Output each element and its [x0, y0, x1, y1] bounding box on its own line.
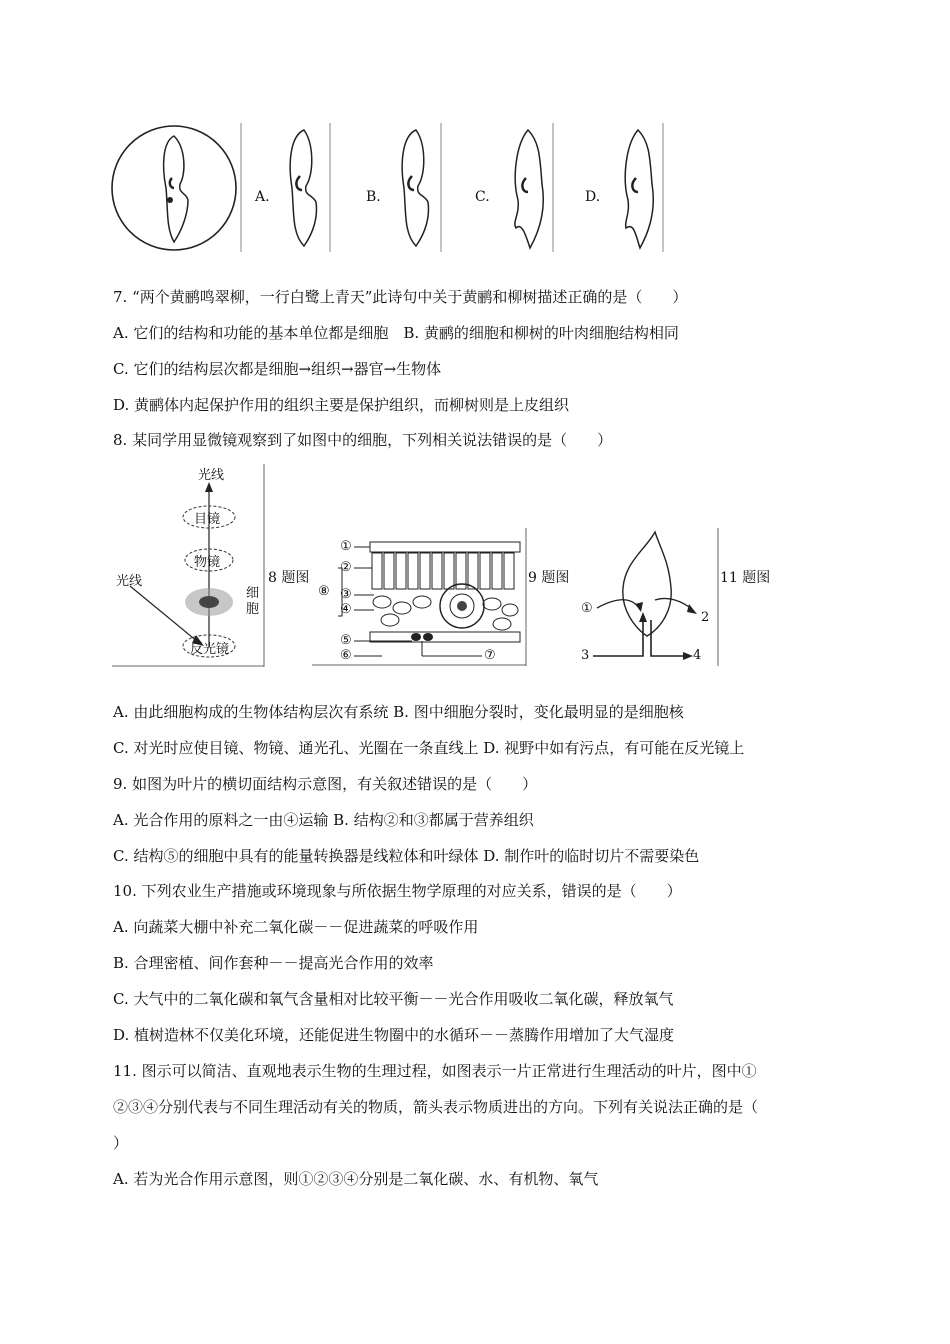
- q11-stem-line1: 11. 图示可以简洁、直观地表示生物的生理过程，如图表示一片正常进行生理活动的叶片，图中①: [113, 1062, 757, 1080]
- q8-options-ab: A. 由此细胞构成的生物体结构层次有系统 B. 图中细胞分裂时，变化最明显的是细胞核: [113, 703, 684, 721]
- paramecium-figure-svg: [108, 118, 678, 256]
- figure-8-svg: [112, 462, 267, 667]
- q9-options-ab: A. 光合作用的原料之一由④运输 B. 结构②和③都属于营养组织: [113, 811, 534, 829]
- q9-options-cd: C. 结构⑤的细胞中具有的能量转换器是线粒体和叶绿体 D. 制作叶的临时切片不需要染色: [113, 847, 700, 865]
- figure-11-svg: [575, 528, 720, 666]
- q10-option-d: D. 植树造林不仅美化环境，还能促进生物圈中的水循环－－蒸腾作用增加了大气湿度: [113, 1026, 675, 1044]
- paramecium-option-b: [402, 130, 428, 246]
- figure-11-caption: 11 题图: [720, 570, 771, 586]
- paramecium-option-d: [625, 130, 653, 248]
- paramecium-option-c: [515, 130, 543, 248]
- fig8-label-light-top: 光线: [198, 468, 225, 483]
- fig8-label-light-left: 光线: [116, 574, 143, 589]
- spongy-layer: [373, 596, 518, 630]
- fig9-label-8: ⑧: [318, 584, 330, 599]
- q7-stem: 7. “两个黄鹂鸣翠柳，一行白鹭上青天”此诗句中关于黄鹂和柳树描述正确的是（ ）: [113, 288, 688, 306]
- option-d-label: D.: [585, 189, 601, 205]
- fig11-label-4: 4: [693, 648, 702, 663]
- q10-option-b: B. 合理密植、间作套种－－提高光合作用的效率: [113, 954, 434, 972]
- fig9-label-5: ⑤: [340, 633, 352, 648]
- q7-option-d: D. 黄鹂体内起保护作用的组织主要是保护组织，而柳树则是上皮组织: [113, 396, 570, 414]
- q10-option-c: C. 大气中的二氧化碳和氧气含量相对比较平衡－－光合作用吸收二氧化碳，释放氧气: [113, 990, 674, 1008]
- fig9-label-1: ①: [340, 539, 352, 554]
- fig11-label-3: 3: [581, 648, 590, 663]
- paramecium-figure: [108, 118, 678, 256]
- q11-stem-line2: ②③④分别代表与不同生理活动有关的物质，箭头表示物质进出的方向。下列有关说法正确的是（: [113, 1098, 759, 1116]
- leaf-outline: [623, 532, 671, 636]
- figure-9-leaf-section: [312, 528, 527, 666]
- figure-9-caption: 9 题图: [528, 570, 570, 586]
- q7-options-ab: A. 它们的结构和功能的基本单位都是细胞 B. 黄鹂的细胞和柳树的叶肉细胞结构相同: [113, 324, 679, 342]
- fig8-label-cell: 细胞: [246, 586, 260, 617]
- fig9-label-7: ⑦: [484, 648, 496, 663]
- fig11-label-2: 2: [701, 610, 710, 625]
- q9-stem: 9. 如图为叶片的横切面结构示意图，有关叙述错误的是（ ）: [113, 775, 538, 793]
- fig9-label-3: ③: [340, 587, 352, 602]
- q8-options-cd: C. 对光时应使目镜、物镜、通光孔、光圈在一条直线上 D. 视野中如有污点，有可能在反光镜上: [113, 739, 745, 757]
- figure-8-microscope: [112, 462, 267, 667]
- option-c-label: C.: [475, 189, 490, 205]
- fig9-label-6: ⑥: [340, 648, 352, 663]
- q11-option-a: A. 若为光合作用示意图，则①②③④分别是二氧化碳、水、有机物、氧气: [113, 1170, 599, 1188]
- figure-8-caption: 8 题图: [268, 570, 310, 586]
- figure-11-leaf: [575, 528, 720, 666]
- fig8-label-objective: 物镜: [194, 555, 221, 570]
- q10-option-a: A. 向蔬菜大棚中补充二氧化碳－－促进蔬菜的呼吸作用: [113, 918, 479, 936]
- paramecium-in-view: [164, 136, 188, 242]
- q11-stem-line3: ）: [113, 1134, 129, 1152]
- palisade-layer: [372, 553, 514, 589]
- fig8-label-eyepiece: 目镜: [194, 512, 221, 527]
- fig9-label-4: ④: [340, 602, 352, 617]
- q10-stem: 10. 下列农业生产措施或环境现象与所依据生物学原理的对应关系，错误的是（ ）: [113, 882, 682, 900]
- option-b-label: B.: [366, 189, 381, 205]
- q8-stem: 8. 某同学用显微镜观察到了如图中的细胞，下列相关说法错误的是（ ）: [113, 431, 613, 449]
- q7-option-c: C. 它们的结构层次都是细胞→组织→器官→生物体: [113, 360, 442, 378]
- paramecium-option-a: [290, 130, 316, 246]
- fig11-label-1: ①: [581, 601, 593, 616]
- fig8-label-mirror: 反光镜: [190, 642, 230, 657]
- fig9-label-2: ②: [340, 560, 352, 575]
- option-a-label: A.: [255, 189, 270, 205]
